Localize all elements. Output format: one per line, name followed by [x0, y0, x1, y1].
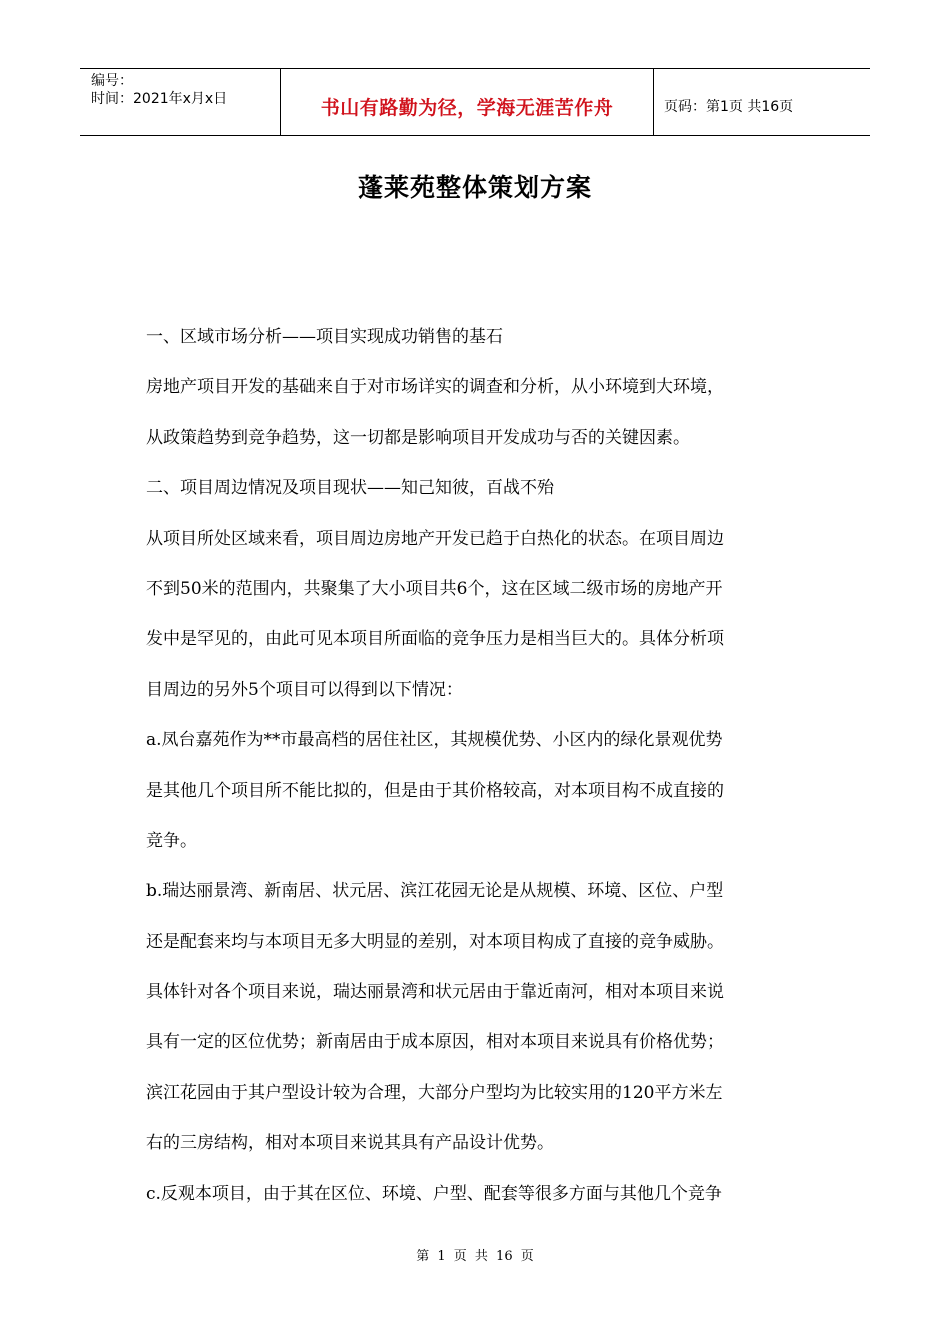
paragraph-line: 不到50米的范围内，共聚集了大小项目共6个，这在区域二级市场的房地产开	[146, 578, 723, 599]
paragraph-line: 房地产项目开发的基础来自于对市场详实的调查和分析，从小环境到大环境，	[146, 377, 724, 398]
paragraph-line: 是其他几个项目所不能比拟的，但是由于其价格较高，对本项目构不成直接的	[146, 780, 724, 801]
paragraph-line: 竞争。	[146, 830, 197, 851]
header-motto-cell	[281, 69, 654, 135]
header-page-cell	[654, 69, 870, 135]
document-title: 蓬莱苑整体策划方案	[357, 173, 592, 202]
paragraph-line: 具有一定的区位优势；新南居由于成本原因，相对本项目来说具有价格优势；	[146, 1032, 724, 1053]
document-date-label: 时间：2021年x月x日	[91, 91, 228, 107]
paragraph-line: 还是配套来均与本项目无多大明显的差别，对本项目构成了直接的竞争威胁。	[146, 931, 724, 952]
paragraph-line: b.瑞达丽景湾、新南居、状元居、滨江花园无论是从规模、环境、区位、户型	[146, 881, 724, 902]
section-heading: 一、区域市场分析——项目实现成功销售的基石	[146, 327, 503, 347]
page-footer: 第 1 页 共 16 页	[416, 1249, 534, 1264]
header-meta-cell	[80, 69, 281, 135]
header-motto: 书山有路勤为径，学海无涯苦作舟	[320, 96, 614, 119]
document-number-label: 编号：	[91, 73, 133, 89]
paragraph-line: 滨江花园由于其户型设计较为合理，大部分户型均为比较实用的120平方米左	[146, 1082, 723, 1103]
section-heading: 二、项目周边情况及项目现状——知己知彼，百战不殆	[146, 478, 554, 499]
header-page-info: 页码：第1页 共16页	[664, 99, 794, 115]
paragraph-line: c.反观本项目，由于其在区位、环境、户型、配套等很多方面与其他几个竞争	[146, 1183, 722, 1204]
paragraph-line: 从政策趋势到竞争趋势，这一切都是影响项目开发成功与否的关键因素。	[146, 427, 690, 448]
paragraph-line: 发中是罕见的，由此可见本项目所面临的竞争压力是相当巨大的。具体分析项	[146, 629, 724, 650]
paragraph-line: a.凤台嘉苑作为**市最高档的居住社区，其规模优势、小区内的绿化景观优势	[146, 730, 723, 751]
paragraph-line: 从项目所处区域来看，项目周边房地产开发已趋于白热化的状态。在项目周边	[146, 528, 724, 549]
document-body	[146, 319, 806, 1226]
paragraph-line: 具体针对各个项目来说，瑞达丽景湾和状元居由于靠近南河，相对本项目来说	[146, 982, 724, 1003]
paragraph-line: 目周边的另外5个项目可以得到以下情况：	[146, 679, 463, 700]
paragraph-line: 右的三房结构，相对本项目来说其具有产品设计优势。	[146, 1133, 554, 1154]
page-header	[80, 68, 870, 136]
